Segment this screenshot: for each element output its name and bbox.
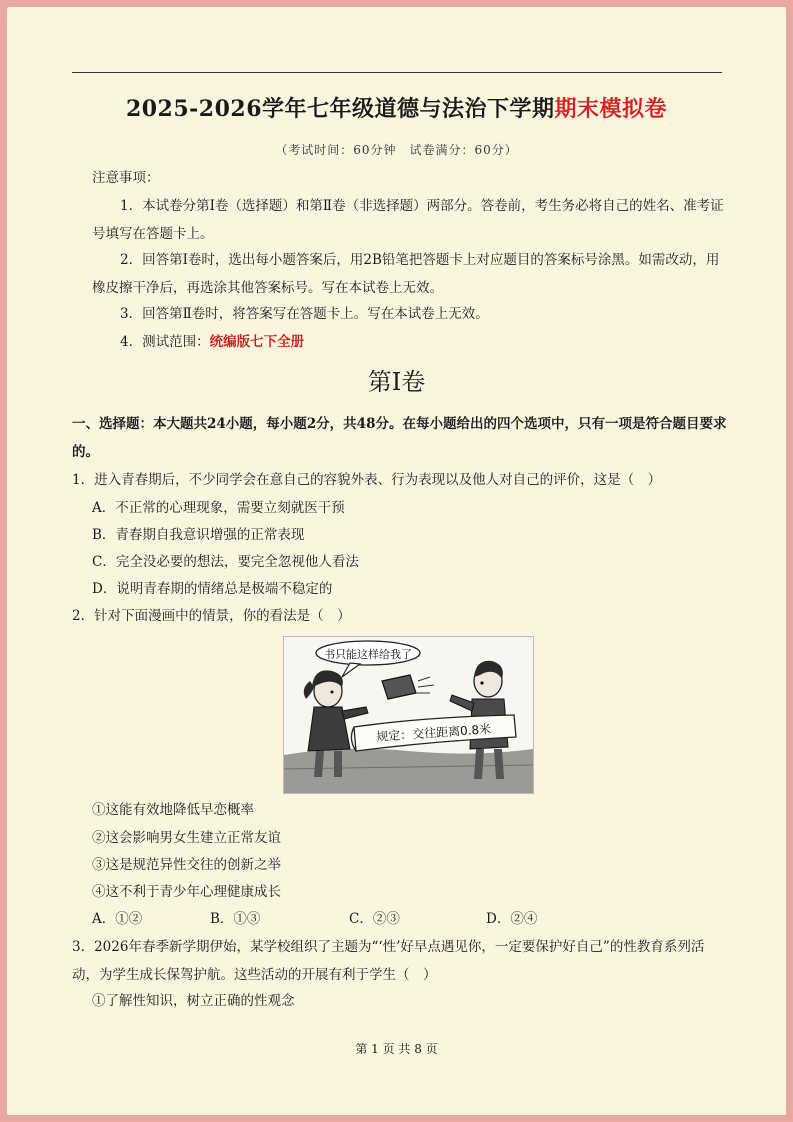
question-1-option-b: B．青春期自我意识增强的正常表现 bbox=[92, 527, 305, 543]
notes-heading: 注意事项： bbox=[92, 170, 160, 186]
question-1-option-c: C．完全没必要的想法，要完全忽视他人看法 bbox=[92, 554, 359, 570]
note-item-4 bbox=[92, 328, 728, 356]
cartoon-svg bbox=[284, 637, 533, 793]
speech-bubble-text: 书只能这样给我了 bbox=[324, 648, 412, 661]
question-2-option-c: C．②③ bbox=[349, 911, 400, 927]
exam-title-main: 2025-2026学年七年级道德与法治下学期 bbox=[125, 96, 555, 122]
question-3-statement-1: ①了解性知识，树立正确的性观念 bbox=[92, 993, 295, 1009]
section-title: 一、选择题：本大题共24小题，每小题2分，共48分。在每小题给出的四个选项中，只有一项是符合题目要求的。 bbox=[72, 416, 727, 460]
page-footer: 第 1 页 共 8 页 bbox=[355, 1042, 438, 1056]
note-item-2: 2．回答第Ⅰ卷时，选出每小题答案后，用2B铅笔把答题卡上对应题目的答案标号涂黑。如需改动，用橡皮擦干净后，再选涂其他答案标号。写在本试卷上无效。 bbox=[92, 252, 720, 296]
banner-text: 规定：交往距离0.8米 bbox=[375, 722, 492, 745]
exam-subtitle: （考试时间：60分钟 试卷满分：60分） bbox=[275, 143, 518, 157]
scope-label: 4．测试范围： bbox=[120, 334, 210, 350]
question-2-statement-1: ①这能有效地降低早恋概率 bbox=[92, 802, 254, 818]
question-1-option-a: A．不正常的心理现象，需要立刻就医干预 bbox=[92, 500, 345, 516]
note-item-1: 1．本试卷分第Ⅰ卷（选择题）和第Ⅱ卷（非选择题）两部分。答卷前，考生务必将自己的姓名、准考证号填写在答题卡上。 bbox=[92, 198, 724, 242]
question-1-stem: 1．进入青春期后，不少同学会在意自己的容貌外表、行为表现以及他人对自己的评价，这是（ ） bbox=[72, 472, 662, 488]
question-2-statement-3: ③这是规范异性交往的创新之举 bbox=[92, 857, 281, 873]
exam-title-highlight: 期末模拟卷 bbox=[554, 96, 668, 122]
exam-title bbox=[0, 92, 793, 123]
note-item-3: 3．回答第Ⅱ卷时，将答案写在答题卡上。写在本试卷上无效。 bbox=[120, 306, 489, 322]
question-2-stem: 2．针对下面漫画中的情景，你的看法是（ ） bbox=[72, 608, 351, 624]
question-2-statement-2: ②这会影响男女生建立正常友谊 bbox=[92, 830, 281, 846]
question-1-option-d: D．说明青春期的情绪总是极端不稳定的 bbox=[92, 581, 333, 597]
header-rule bbox=[72, 72, 722, 73]
scope-value: 统编版七下全册 bbox=[209, 334, 305, 350]
question-2-statement-4: ④这不利于青少年心理健康成长 bbox=[92, 884, 281, 900]
question-2-option-d: D．②④ bbox=[486, 911, 538, 927]
volume-title: 第Ⅰ卷 bbox=[367, 368, 426, 396]
question-2-option-a: A．①② bbox=[92, 911, 143, 927]
cartoon-illustration bbox=[283, 636, 534, 794]
question-3-stem: 3．2026年春季新学期伊始，某学校组织了主题为“‘性’好早点遇见你，一定要保护好自己”的性教育系列活动，为学生成长保驾护航。这些活动的开展有利于学生（ ） bbox=[72, 939, 705, 983]
question-2-option-b: B．①③ bbox=[210, 911, 261, 927]
